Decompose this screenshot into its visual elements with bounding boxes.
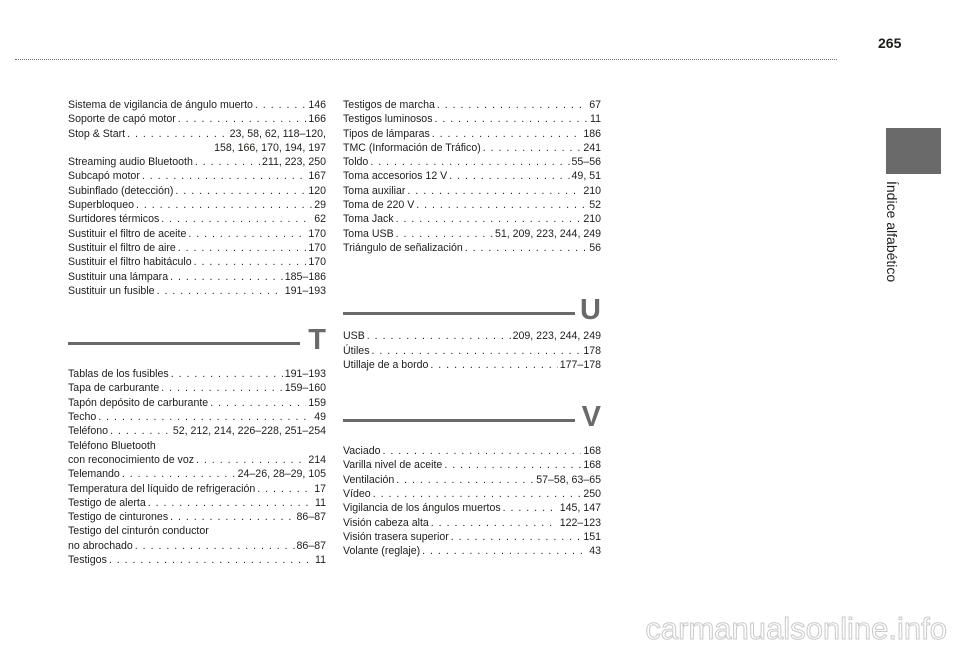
entry-text: Testigos [68, 554, 107, 567]
entry-pages: 168 [583, 459, 601, 472]
entry-pages: 52, 212, 214, 226–228, 251–254 [172, 425, 326, 438]
index-entry [68, 155, 326, 169]
index-entry [343, 241, 601, 255]
index-group-v [343, 444, 601, 558]
index-entry [68, 396, 326, 410]
entry-text: no abrochado [68, 539, 133, 552]
index-entry [68, 424, 326, 438]
index-column-right [343, 98, 601, 559]
leader-dots [373, 487, 582, 501]
leader-dots [444, 458, 581, 472]
entry-pages: 214 [308, 453, 326, 466]
leader-dots [157, 284, 283, 298]
index-entry [68, 270, 326, 284]
entry-text: Utillaje de a bordo [343, 358, 429, 371]
index-entry [68, 553, 326, 567]
entry-text: Soporte de capó motor [68, 113, 176, 126]
leader-dots [178, 241, 307, 255]
index-entry [68, 198, 326, 212]
index-entry [68, 212, 326, 226]
leader-dots [178, 112, 307, 126]
entry-text: Vídeo [343, 488, 371, 501]
entry-text: Telemando [68, 468, 120, 481]
leader-dots [396, 227, 493, 241]
entry-pages: 191–193 [284, 368, 326, 381]
index-entry [68, 184, 326, 198]
leader-dots [396, 473, 534, 487]
section-header-t [68, 322, 326, 368]
entry-text: Sustituir una lámpara [68, 270, 169, 283]
leader-dots [437, 98, 587, 112]
section-letter: V [581, 401, 601, 434]
entry-text: Stop & Start [68, 127, 126, 140]
index-entry [68, 482, 326, 496]
entry-text: Ventilación [343, 473, 395, 486]
entry-pages: 52 [589, 199, 601, 212]
index-entry [343, 516, 601, 530]
leader-dots [431, 516, 558, 530]
entry-text: Testigo de cinturones [68, 511, 169, 524]
entry-pages: 210 [583, 213, 601, 226]
leader-dots [194, 255, 307, 269]
leader-dots [432, 127, 582, 141]
entry-pages: 43 [589, 545, 601, 558]
section-letter: T [308, 324, 326, 357]
entry-text: Vigilancia de los ángulos muertos [343, 502, 501, 515]
entry-text: Streaming audio Bluetooth [68, 156, 193, 169]
entry-text: Volante (reglaje) [343, 545, 421, 558]
entry-pages: 211, 223, 250 [261, 156, 326, 169]
index-entry [343, 487, 601, 501]
leader-dots [175, 184, 306, 198]
entry-pages: 151 [583, 530, 601, 543]
entry-text: Varilla nivel de aceite [343, 459, 443, 472]
leader-dots [383, 444, 582, 458]
entry-text: Visión trasera superior [343, 530, 449, 543]
leader-dots [396, 212, 582, 226]
index-entry [343, 444, 601, 458]
entry-text: Tipos de lámparas [343, 127, 430, 140]
entry-text: Tapón depósito de carburante [68, 396, 209, 409]
index-entry [343, 344, 601, 358]
leader-dots [255, 98, 306, 112]
entry-pages: 57–58, 63–65 [536, 473, 601, 486]
entry-pages: 24–26, 28–29, 105 [237, 468, 326, 481]
index-entry [343, 141, 601, 155]
entry-pages: 122–123 [559, 516, 601, 529]
leader-dots [416, 198, 587, 212]
entry-pages: 170 [308, 256, 326, 269]
leader-dots [210, 396, 306, 410]
index-entry [68, 539, 326, 553]
entry-pages: 167 [308, 170, 326, 183]
entry-text: Sustituir un fusible [68, 284, 155, 297]
leader-dots [372, 344, 582, 358]
entry-text: con reconocimiento de voz [68, 453, 195, 466]
entry-text: Vaciado [343, 445, 381, 458]
top-dotted-rule [15, 59, 837, 60]
entry-pages: 17 [314, 482, 326, 495]
entry-text: Teléfono [68, 425, 109, 438]
section-rule [68, 342, 300, 345]
entry-text: Testigo de alerta [68, 496, 146, 509]
leader-dots [188, 227, 306, 241]
index-group-s [68, 98, 326, 298]
index-group-t-cont [343, 98, 601, 255]
entry-text: TMC (Información de Tráfico) [343, 141, 481, 154]
index-entry [68, 510, 326, 524]
entry-text: Superbloqueo [68, 199, 134, 212]
entry-text: Subcapó motor [68, 170, 140, 183]
index-entry [68, 241, 326, 255]
entry-pages-continuation: 158, 166, 170, 194, 197 [214, 141, 326, 154]
entry-pages: 185–186 [284, 270, 326, 283]
index-entry [343, 112, 601, 126]
leader-dots [407, 184, 581, 198]
entry-text: Surtidores térmicos [68, 213, 160, 226]
index-entry [68, 169, 326, 183]
section-header-v [343, 399, 601, 445]
section-tab-marker [886, 128, 941, 174]
entry-pages: 170 [308, 241, 326, 254]
index-entry [343, 127, 601, 141]
index-column-left [68, 98, 326, 567]
index-entry [68, 112, 326, 126]
entry-pages: 51, 209, 223, 244, 249 [494, 227, 601, 240]
leader-dots [195, 155, 260, 169]
leader-dots [430, 358, 557, 372]
index-entry [68, 284, 326, 298]
leader-dots [170, 510, 294, 524]
entry-text: Sustituir el filtro habitáculo [68, 256, 192, 269]
leader-dots [135, 539, 295, 553]
entry-text: Techo [68, 411, 97, 424]
section-letter: U [580, 294, 601, 327]
entry-text: Toma de 220 V [343, 199, 415, 212]
leader-dots [148, 496, 313, 510]
entry-pages: 49, 51 [571, 170, 601, 183]
section-tab-label: Índice alfabético [884, 181, 900, 283]
entry-pages: 250 [583, 488, 601, 501]
entry-pages: 86–87 [296, 511, 326, 524]
index-entry-heading: Testigo del cinturón conductor [68, 525, 209, 538]
index-entry-heading: Teléfono Bluetooth [68, 439, 156, 452]
entry-pages: 168 [583, 445, 601, 458]
entry-text: Sustituir el filtro de aceite [68, 227, 187, 240]
index-entry [343, 473, 601, 487]
index-entry [343, 501, 601, 515]
index-entry [343, 544, 601, 558]
section-header-u [343, 292, 601, 338]
leader-dots [109, 553, 313, 567]
index-entry [68, 410, 326, 424]
entry-pages: 159 [308, 396, 326, 409]
entry-pages: 120 [308, 184, 326, 197]
entry-pages: 178 [583, 344, 601, 357]
entry-text: Visión cabeza alta [343, 516, 429, 529]
leader-dots [136, 198, 312, 212]
entry-text: Testigos luminosos [343, 113, 433, 126]
index-entry [68, 255, 326, 269]
entry-pages: 23, 58, 62, 118–120, [229, 127, 326, 140]
index-entry [343, 227, 601, 241]
leader-dots [465, 241, 587, 255]
entry-pages: 159–160 [284, 382, 326, 395]
entry-pages: 209, 223, 244, 249 [512, 330, 601, 343]
leader-dots [122, 467, 236, 481]
entry-pages: 146 [308, 99, 326, 111]
leader-dots [170, 270, 283, 284]
leader-dots [483, 141, 582, 155]
entry-pages: 170 [308, 227, 326, 240]
entry-pages: 177–178 [559, 358, 601, 371]
leader-dots [142, 169, 306, 183]
entry-pages: 186 [583, 127, 601, 140]
leader-dots [171, 367, 283, 381]
index-entry [343, 458, 601, 472]
entry-pages: 166 [308, 113, 326, 126]
entry-text: Temperatura del líquido de refrigeración [68, 482, 256, 495]
entry-pages: 56 [589, 241, 601, 254]
entry-text: Subinflado (detección) [68, 184, 174, 197]
index-entry [68, 381, 326, 395]
watermark-text: carmanualsonline.info [645, 611, 947, 646]
entry-text: Toma Jack [343, 213, 394, 226]
entry-text: Triángulo de señalización [343, 241, 463, 254]
leader-dots [451, 530, 582, 544]
entry-text: Toldo [343, 156, 369, 169]
entry-pages: 55–56 [571, 156, 601, 169]
entry-text: USB [343, 330, 365, 343]
entry-pages: 11 [315, 496, 326, 509]
index-entry [343, 198, 601, 212]
leader-dots [435, 112, 589, 126]
entry-text: Toma auxiliar [343, 184, 406, 197]
index-entry [68, 98, 326, 112]
index-entry [68, 496, 326, 510]
index-entry [68, 127, 326, 141]
entry-text: Sustituir el filtro de aire [68, 241, 176, 254]
leader-dots [161, 212, 312, 226]
leader-dots [127, 127, 227, 141]
index-entry [343, 358, 601, 372]
leader-dots [196, 453, 306, 467]
entry-pages: 191–193 [284, 284, 326, 297]
entry-text: Sistema de vigilancia de ángulo muerto [68, 99, 253, 111]
index-entry [343, 184, 601, 198]
index-group-t [68, 367, 326, 567]
section-rule [343, 312, 575, 315]
leader-dots [257, 482, 312, 496]
page-number: 265 [878, 35, 902, 51]
leader-dots [98, 410, 312, 424]
entry-text: Útiles [343, 344, 370, 357]
entry-text: Toma USB [343, 227, 394, 240]
entry-pages: 11 [315, 554, 326, 567]
entry-text: Testigos de marcha [343, 99, 435, 111]
index-entry [343, 212, 601, 226]
leader-dots [449, 169, 569, 183]
entry-pages: 67 [589, 99, 601, 111]
leader-dots [161, 381, 282, 395]
index-entry [68, 467, 326, 481]
section-rule [343, 419, 575, 422]
leader-dots [110, 424, 171, 438]
entry-pages: 62 [314, 213, 326, 226]
index-entry [68, 367, 326, 381]
index-entry [343, 98, 601, 112]
entry-pages: 210 [583, 184, 601, 197]
index-entry [68, 453, 326, 467]
leader-dots [503, 501, 558, 515]
leader-dots [422, 544, 587, 558]
section-tab-label-box [870, 181, 956, 341]
leader-dots [370, 155, 569, 169]
entry-pages: 49 [314, 411, 326, 424]
index-entry [343, 155, 601, 169]
entry-pages: 241 [583, 141, 601, 154]
entry-text: Toma accesorios 12 V [343, 170, 448, 183]
entry-pages: 29 [314, 199, 326, 212]
entry-pages: 86–87 [296, 539, 326, 552]
index-entry [68, 227, 326, 241]
entry-text: Tapa de carburante [68, 382, 160, 395]
index-entry [343, 169, 601, 183]
entry-text: Tablas de los fusibles [68, 368, 169, 381]
entry-pages: 145, 147 [559, 502, 601, 515]
entry-pages: 11 [590, 113, 601, 126]
index-entry [343, 530, 601, 544]
